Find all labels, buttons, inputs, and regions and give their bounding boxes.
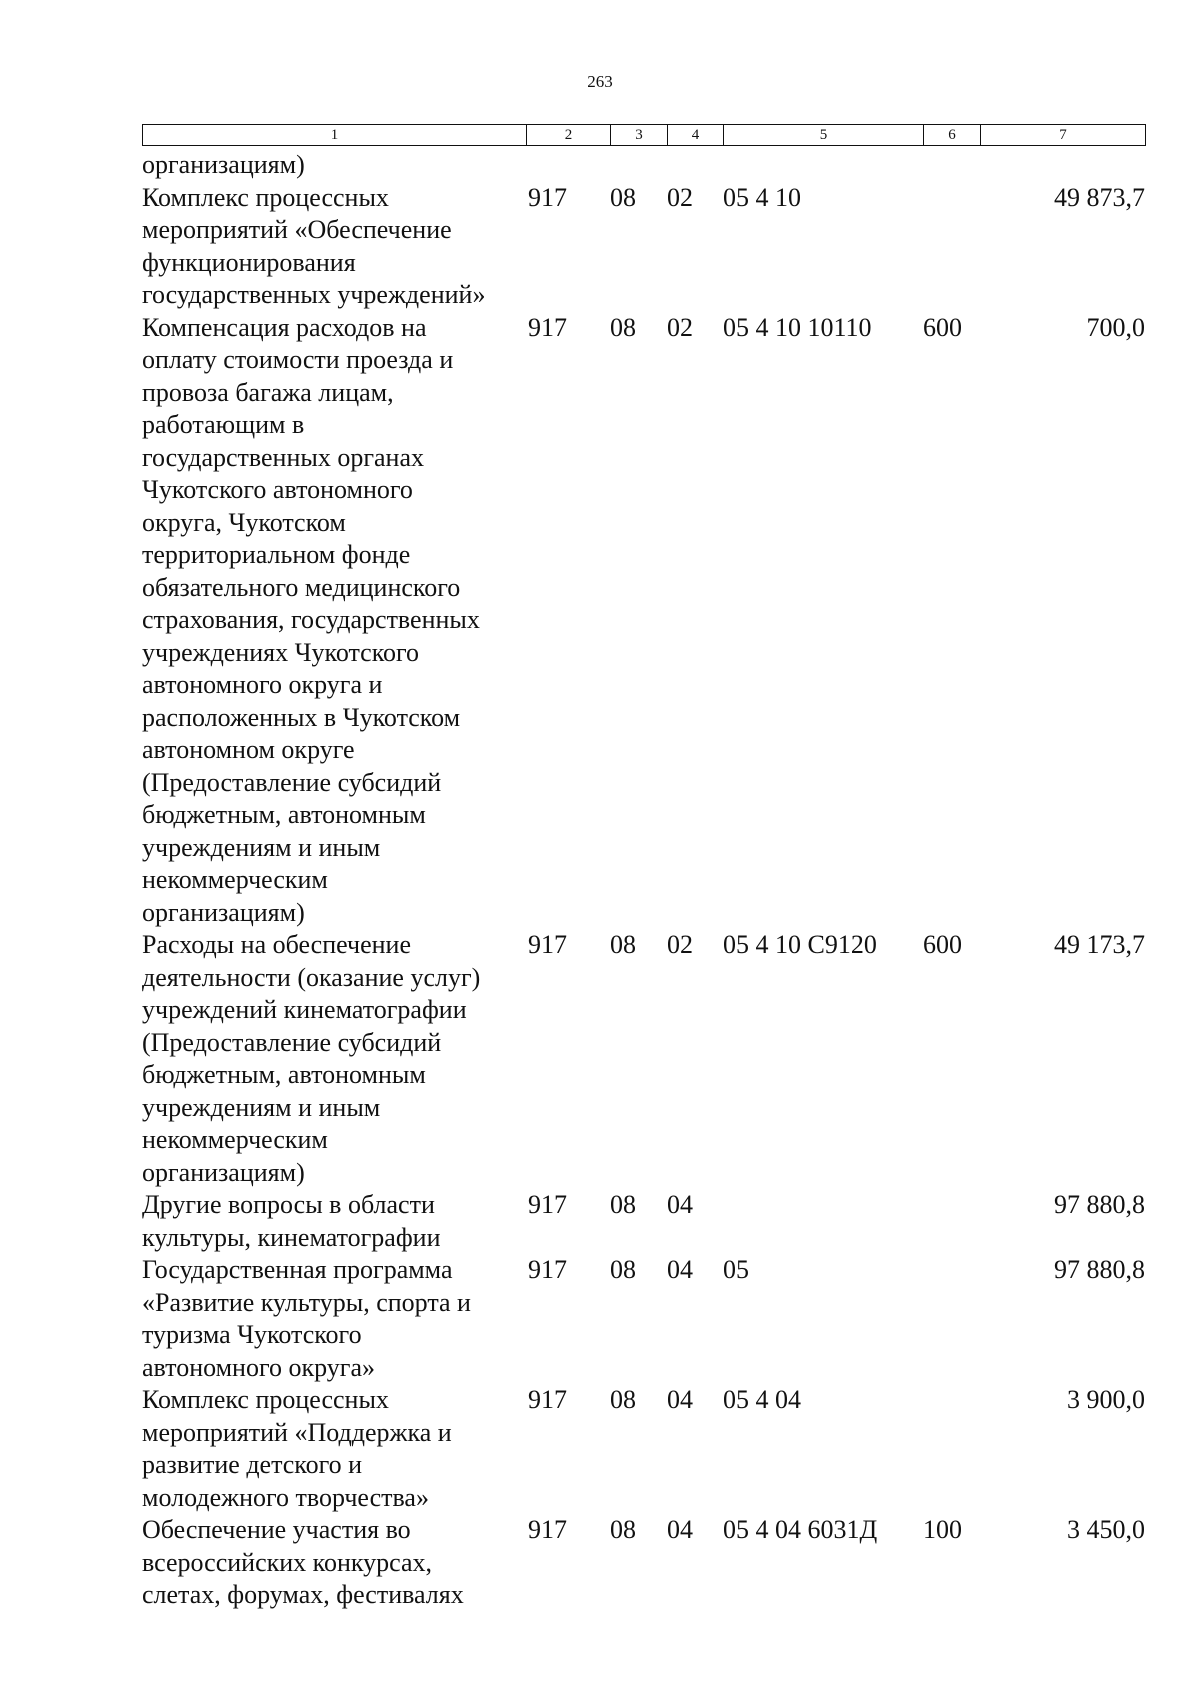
table-row	[142, 1514, 1145, 1612]
row-name-line: работающим в	[142, 410, 305, 439]
section-code-cell: 08	[610, 930, 636, 959]
amount-cell: 49 173,7	[1054, 930, 1145, 959]
section-code-cell: 08	[610, 1515, 636, 1544]
subsection-code-cell: 02	[667, 312, 693, 342]
row-name-line: Расходы на обеспечение	[142, 930, 412, 959]
section-code-cell	[610, 149, 667, 182]
table-row	[142, 1254, 1145, 1384]
row-name-line: всероссийских конкурсах,	[142, 1547, 433, 1577]
ministry-code-cell: 917	[528, 930, 567, 959]
table-row	[142, 312, 1145, 930]
row-name-line: государственных учреждений»	[142, 280, 486, 309]
subsection-code-cell: 02	[667, 930, 693, 959]
row-name-cell	[142, 182, 526, 312]
subsection-code-cell: 04	[667, 1255, 693, 1284]
expense-type-cell: 600	[923, 312, 962, 342]
row-name-line: округа, Чукотском	[142, 507, 346, 537]
row-name-line: деятельности (оказание услуг)	[142, 962, 481, 992]
row-name-line: страхования, государственных	[142, 605, 480, 634]
row-name-line: автономного округа и	[142, 670, 383, 699]
row-name-line: некоммерческим	[142, 865, 328, 894]
row-name-line: мероприятий «Обеспечение	[142, 215, 452, 244]
row-name-cell	[142, 1384, 526, 1514]
section-code-cell: 08	[610, 1385, 636, 1414]
row-name-cell	[142, 312, 526, 930]
row-name-cell	[142, 1189, 526, 1254]
expense-type-cell	[923, 182, 980, 312]
amount-cell	[980, 149, 1145, 182]
row-name-cell	[142, 929, 526, 1189]
column-header-6: 6	[924, 125, 981, 146]
row-name-line: учреждениях Чукотского	[142, 637, 420, 667]
row-name-line: провоза багажа лицам,	[142, 377, 394, 407]
row-name-line: организациям)	[142, 150, 305, 179]
target-article-cell: 05	[723, 1255, 749, 1284]
row-name-line: Компенсация расходов на	[142, 312, 427, 342]
expense-type-cell: 600	[923, 930, 962, 959]
page-number: 263	[587, 72, 613, 91]
column-header-5: 5	[724, 125, 924, 146]
row-name-line: некоммерческим	[142, 1125, 328, 1154]
section-code-cell: 08	[610, 312, 636, 342]
column-header-row	[143, 125, 1146, 146]
amount-cell: 97 880,8	[1054, 1255, 1145, 1284]
table-row	[142, 182, 1145, 312]
row-name-line: «Развитие культуры, спорта и	[142, 1287, 471, 1317]
row-name-line: развитие детского и	[142, 1450, 363, 1479]
target-article-cell: 05 4 04	[723, 1385, 801, 1414]
row-name-line: (Предоставление субсидий	[142, 1027, 442, 1057]
expense-type-cell	[923, 1189, 980, 1254]
row-name-line: Комплекс процессных	[142, 182, 389, 212]
row-name-line: культуры, кинематографии	[142, 1222, 441, 1252]
subsection-code-cell: 02	[667, 182, 693, 212]
column-header-3: 3	[611, 125, 668, 146]
row-name-line: учреждений кинематографии	[142, 995, 467, 1024]
ministry-code-cell	[526, 149, 610, 182]
section-code-cell: 08	[610, 182, 636, 212]
ministry-code-cell: 917	[528, 1385, 567, 1414]
subsection-code-cell: 04	[667, 1385, 693, 1414]
section-code-cell: 08	[610, 1255, 636, 1284]
target-article-cell	[723, 1189, 923, 1254]
amount-cell: 3 450,0	[1067, 1515, 1145, 1544]
ministry-code-cell: 917	[528, 182, 567, 212]
amount-cell: 700,0	[1086, 312, 1145, 342]
row-name-line: Чукотского автономного	[142, 475, 413, 504]
expense-type-cell	[923, 1254, 980, 1384]
row-name-line: автономного округа»	[142, 1352, 375, 1382]
subsection-code-cell: 04	[667, 1515, 693, 1544]
row-name-line: организациям)	[142, 897, 305, 927]
target-article-cell: 05 4 10 10110	[723, 312, 872, 342]
ministry-code-cell: 917	[528, 1255, 567, 1284]
subsection-code-cell: 04	[667, 1190, 693, 1219]
row-name-line: территориальном фонде	[142, 540, 411, 569]
column-header-table	[142, 124, 1146, 146]
row-name-line: Комплекс процессных	[142, 1385, 389, 1414]
target-article-cell: 05 4 10	[723, 182, 801, 212]
column-header-2: 2	[527, 125, 611, 146]
amount-cell: 97 880,8	[1054, 1190, 1145, 1219]
row-name-line: расположенных в Чукотском	[142, 702, 461, 732]
row-name-cell	[142, 1514, 526, 1612]
row-name-line: учреждениям и иным	[142, 1092, 381, 1122]
row-name-line: функционирования	[142, 247, 356, 277]
amount-cell: 3 900,0	[1067, 1385, 1145, 1414]
row-name-cell	[142, 1254, 526, 1384]
row-name-line: Государственная программа	[142, 1255, 453, 1284]
subsection-code-cell	[667, 149, 723, 182]
expense-type-cell	[923, 1384, 980, 1514]
row-name-line: автономном округе	[142, 735, 355, 764]
ministry-code-cell: 917	[528, 1190, 567, 1219]
row-name-line: организациям)	[142, 1157, 305, 1187]
ministry-code-cell: 917	[528, 312, 567, 342]
budget-table	[142, 149, 1145, 1612]
column-header-4: 4	[668, 125, 724, 146]
target-article-cell	[723, 149, 923, 182]
expense-type-cell: 100	[923, 1515, 962, 1544]
row-name-line: обязательного медицинского	[142, 572, 461, 602]
table-row	[142, 1189, 1145, 1254]
row-name-line: Обеспечение участия во	[142, 1515, 411, 1544]
row-name-line: учреждениям и иным	[142, 832, 381, 862]
table-row	[142, 1384, 1145, 1514]
section-code-cell: 08	[610, 1190, 636, 1219]
amount-cell: 49 873,7	[1054, 182, 1145, 212]
table-row	[142, 149, 1145, 182]
row-name-line: бюджетным, автономным	[142, 1060, 426, 1089]
row-name-line: слетах, форумах, фестивалях	[142, 1580, 464, 1609]
table-row	[142, 929, 1145, 1189]
column-header-1: 1	[143, 125, 527, 146]
row-name-line: (Предоставление субсидий	[142, 767, 442, 797]
column-header-7: 7	[981, 125, 1146, 146]
row-name-line: Другие вопросы в области	[142, 1190, 435, 1219]
target-article-cell: 05 4 04 6031Д	[723, 1515, 878, 1544]
target-article-cell: 05 4 10 С9120	[723, 930, 877, 959]
row-name-line: оплату стоимости проезда и	[142, 345, 454, 374]
row-name-cell	[142, 149, 526, 182]
row-name-line: государственных органах	[142, 442, 425, 472]
row-name-line: бюджетным, автономным	[142, 800, 426, 829]
row-name-line: молодежного творчества»	[142, 1482, 429, 1512]
row-name-line: туризма Чукотского	[142, 1320, 362, 1349]
row-name-line: мероприятий «Поддержка и	[142, 1417, 452, 1447]
expense-type-cell	[923, 149, 980, 182]
ministry-code-cell: 917	[528, 1515, 567, 1544]
